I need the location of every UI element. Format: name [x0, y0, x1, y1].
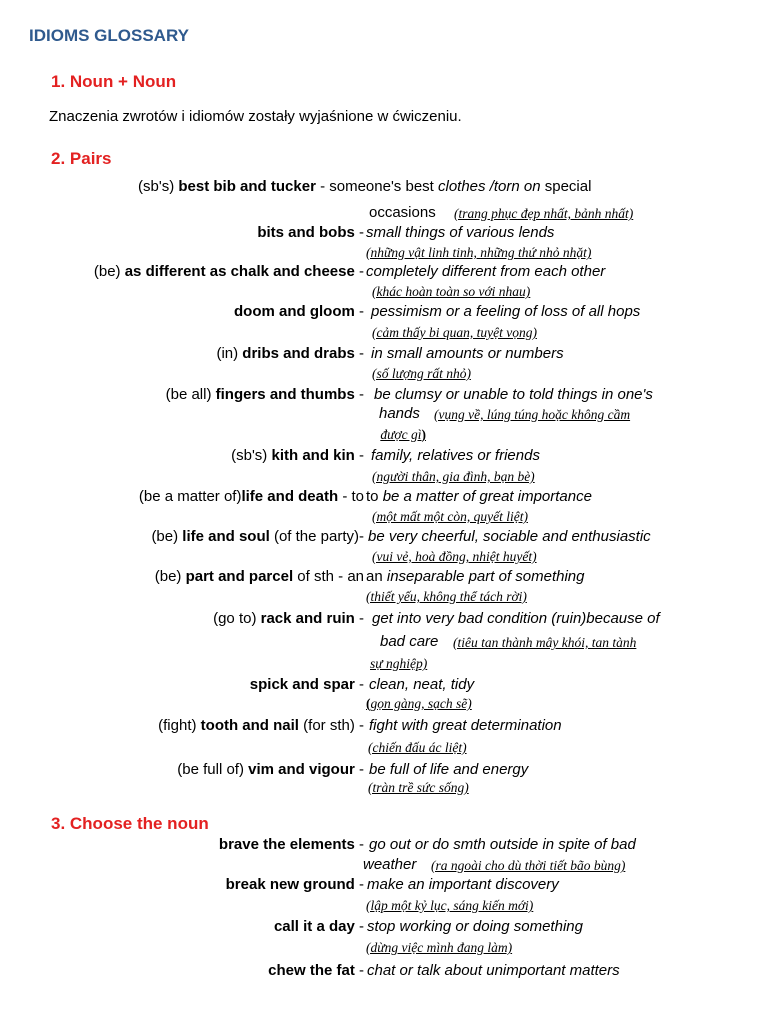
idiom-term: chew the fat [268, 962, 355, 979]
idiom-term: as different as chalk and cheese [124, 263, 355, 280]
vietnamese-translation: (gọn gàng, sạch sẽ) [366, 696, 472, 711]
idiom-definition: an inseparable part of something [366, 568, 585, 585]
idiom-definition: pessimism or a feeling of loss of all hops [371, 303, 641, 320]
page-title: IDIOMS GLOSSARY [29, 26, 189, 45]
vietnamese-translation: (khác hoàn toàn so với nhau) [372, 284, 531, 299]
vietnamese-translation: (vụng về, lúng túng hoặc không cầm [434, 407, 631, 422]
idiom-definition: clothes /torn on [438, 178, 541, 195]
idiom-definition: clean, neat, tidy [369, 676, 475, 693]
vietnamese-translation: (lập một kỷ lục, sáng kiến mới) [366, 898, 534, 913]
idiom-term: doom and gloom [234, 303, 355, 320]
idiom-definition-cont: bad care [380, 633, 439, 650]
idiom-definition: be very cheerful, sociable and enthusiastic [368, 528, 651, 545]
idiom-definition: be full of life and energy [369, 761, 529, 778]
idiom-definition-cont: occasions [369, 204, 436, 221]
idiom-term: fingers and thumbs [215, 386, 355, 403]
idiom-definition: to be a matter of great importance [366, 488, 592, 505]
idiom-definition: make an important discovery [367, 876, 559, 893]
idiom-definition: family, relatives or friends [371, 447, 540, 464]
idiom-definition-cont: weather [363, 856, 417, 873]
idiom-term-line: bits and bobs - [257, 224, 364, 241]
idiom-definition: chat or talk about unimportant matters [367, 962, 620, 979]
idiom-term: part and parcel [185, 568, 294, 585]
vietnamese-translation: (tiêu tan thành mây khói, tan tành [453, 635, 637, 650]
idiom-term-line: (be all) fingers and thumbs - [165, 386, 364, 403]
idiom-term-line: (be full of) vim and vigour - [177, 761, 364, 778]
idiom-definition: get into very bad condition (ruin)because of [372, 610, 660, 627]
vietnamese-translation: (một mất một còn, quyết liệt) [372, 509, 528, 524]
idiom-term-line: (fight) tooth and nail (for sth) - [158, 717, 364, 734]
idiom-definition: small things of various lends [366, 224, 555, 241]
idiom-definition: fight with great determination [369, 717, 562, 734]
idiom-term-line: brave the elements - [218, 836, 364, 853]
section-heading-choose-noun: 3. Choose the noun [51, 814, 209, 833]
idiom-term: best bib and tucker [178, 178, 316, 195]
idiom-term: vim and vigour [248, 761, 355, 778]
idiom-term-line: (in) dribs and drabs - [216, 345, 364, 362]
idiom-term-line: chew the fat - [268, 962, 364, 979]
idiom-definition: go out or do smth outside in spite of bad [369, 836, 636, 853]
vietnamese-translation: (trang phục đẹp nhất, bảnh nhất) [454, 206, 634, 221]
idiom-term: life and soul [182, 528, 270, 545]
vietnamese-translation: (thiết yếu, không thể tách rời) [366, 589, 527, 604]
section-heading-pairs: 2. Pairs [51, 149, 112, 168]
idiom-term-line: (sb's) kith and kin - [231, 447, 364, 464]
idiom-term-line: (be a matter of)life and death - to [138, 488, 364, 505]
vietnamese-translation: (chiến đấu ác liệt) [368, 740, 467, 755]
idiom-term: brave the elements [218, 836, 355, 853]
idiom-term-line: break new ground - [225, 876, 364, 893]
idiom-definition: be clumsy or unable to told things in one's [374, 386, 653, 403]
vietnamese-translation-cont: được gì) [380, 427, 426, 442]
idiom-term: kith and kin [271, 447, 355, 464]
vietnamese-translation: (ra ngoài cho dù thời tiết bão bùng) [431, 858, 626, 873]
idiom-term: tooth and nail [200, 717, 299, 734]
idiom-term: life and death [241, 488, 339, 505]
idiom-term-line: call it a day - [273, 918, 364, 935]
section-heading-noun-noun: 1. Noun + Noun [51, 72, 177, 91]
idiom-term-line: spick and spar - [249, 676, 364, 693]
idiom-term: call it a day [273, 918, 355, 935]
vietnamese-translation: (số lượng rất nhỏ) [372, 366, 471, 381]
idiom-definition: in small amounts or numbers [371, 345, 564, 362]
idiom-term-line: doom and gloom - [234, 303, 364, 320]
idiom-term: break new ground [225, 876, 355, 893]
vietnamese-translation: (người thân, gia đình, bạn bè) [372, 469, 535, 484]
section-note: Znaczenia zwrotów i idiomów zostały wyjaśnione w ćwiczeniu. [49, 108, 462, 125]
idiom-definition: stop working or doing something [367, 918, 583, 935]
vietnamese-translation: (cảm thấy bi quan, tuyệt vọng) [372, 325, 537, 340]
idiom-term-line: (be) as different as chalk and cheese - [93, 263, 364, 280]
vietnamese-translation-cont: sự nghiệp) [370, 656, 428, 671]
vietnamese-translation: (tràn trề sức sống) [368, 780, 469, 795]
idiom-term: dribs and drabs [242, 345, 355, 362]
idiom-term-line: (be) part and parcel of sth - an [154, 568, 364, 585]
idiom-definition: completely different from each other [366, 263, 606, 280]
vietnamese-translation: (những vật linh tinh, những thứ nhỏ nhặt) [366, 245, 592, 260]
vietnamese-translation: (dừng việc mình đang làm) [366, 940, 513, 955]
idiom-term: rack and ruin [260, 610, 355, 627]
idiom-term-line: (be) life and soul (of the party)- [151, 528, 364, 545]
idiom-term: spick and spar [249, 676, 355, 693]
idiom-definition-cont: hands [379, 405, 420, 422]
idiom-term-line: (go to) rack and ruin - [213, 610, 364, 627]
idiom-term: bits and bobs [257, 224, 355, 241]
idiom-entry: (sb's) best bib and tucker - someone's best clothes /torn on special [138, 178, 592, 195]
vietnamese-translation: (vui vẻ, hoà đồng, nhiệt huyết) [372, 549, 537, 564]
